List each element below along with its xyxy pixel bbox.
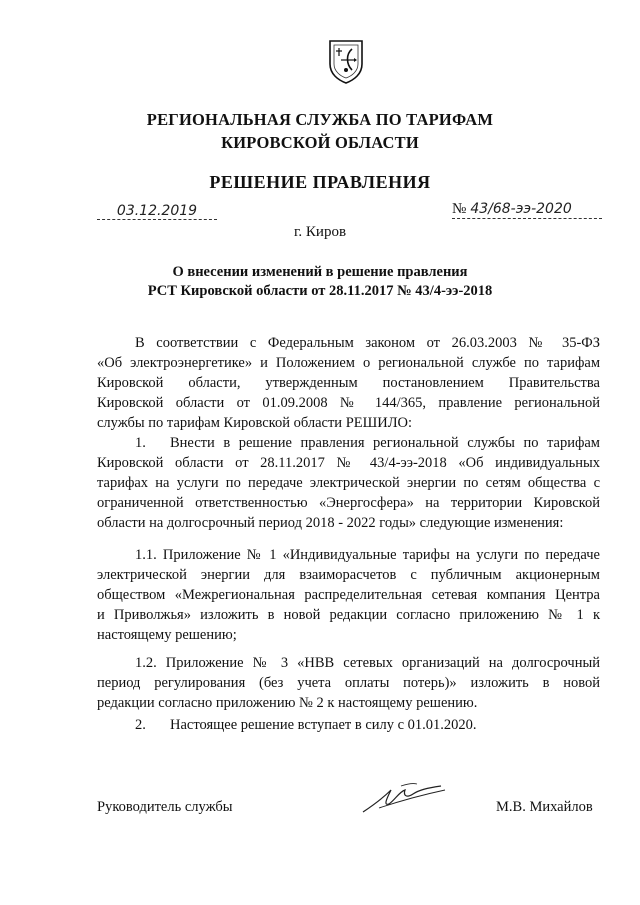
coat-of-arms-icon — [327, 38, 365, 84]
number-sign: № — [452, 201, 467, 217]
item-text: Внести в решение правления региональной службы по тарифам — [170, 435, 600, 451]
body-item-2 — [97, 715, 600, 735]
text-line: Кировской области, утвержденным постановлением Правительства — [97, 375, 600, 391]
text-line: и Приволжья» изложить в новой редакции согласно приложению № 1 к — [97, 607, 600, 623]
body-item-1 — [97, 433, 600, 533]
text-line: Кировской области от 01.09.2008 № 144/365, правление региональной — [97, 395, 600, 411]
body-paragraph-preamble — [97, 333, 600, 433]
org-name-line2: КИРОВСКОЙ ОБЛАСТИ — [221, 133, 419, 152]
text-line: электрической энергии для взаиморасчетов с публичным акционерным — [97, 567, 600, 583]
decision-title: РЕШЕНИЕ ПРАВЛЕНИЯ — [209, 172, 431, 192]
subject-line1: О внесении изменений в решение правления — [172, 264, 468, 280]
text-line: Кировской области от 28.11.2017 № 43/4-ээ-2018 «Об индивидуальных — [97, 455, 600, 471]
text-line: редакции согласно приложению № 2 к настоящему решению. — [97, 695, 478, 711]
decision-date: 03.12.2019 — [97, 203, 217, 220]
org-name-line1: РЕГИОНАЛЬНАЯ СЛУЖБА ПО ТАРИФАМ — [146, 110, 494, 129]
item-number: 1. — [135, 435, 146, 451]
text-line: службы по тарифам Кировской области РЕШИЛО: — [97, 415, 413, 431]
item-number: 2. — [135, 717, 146, 733]
decision-number: 43/68-ээ-2020 — [470, 201, 572, 217]
text-line: 1.1. Приложение № 1 «Индивидуальные тарифы на услуги по передаче — [135, 547, 600, 563]
text-line: настоящему решению; — [97, 627, 237, 643]
body-item-1-2 — [97, 653, 600, 713]
body-item-1-1 — [97, 545, 600, 645]
text-line: В соответствии с Федеральным законом от 26.03.2003 № 35-ФЗ — [135, 335, 600, 351]
text-line: обществом «Межрегиональная распределительная сетевая компания Центра — [97, 587, 600, 603]
text-line: «Об электроэнергетике» и Положением о региональной службе по тарифам — [97, 355, 600, 371]
text-line: области на долгосрочный период 2018 - 2022 годы» следующие изменения: — [97, 515, 564, 531]
handwritten-signature — [357, 778, 452, 818]
item-text: Настоящее решение вступает в силу с 01.01.2020. — [170, 717, 477, 733]
text-line — [97, 715, 600, 735]
text-line — [97, 433, 600, 453]
text-line: период регулирования (без учета оплаты потерь)» изложить в новой — [97, 675, 600, 691]
text-line: 1.2. Приложение № 3 «НВВ сетевых организаций на долгосрочный — [135, 655, 600, 671]
decision-number-field — [452, 200, 602, 219]
subject-line2: РСТ Кировской области от 28.11.2017 № 43/4-ээ-2018 — [147, 283, 493, 299]
text-line: ограниченной ответственностью «Энергосфера» на территории Кировской — [97, 495, 600, 511]
city: г. Киров — [293, 224, 347, 240]
signatory-position: Руководитель службы — [97, 799, 233, 815]
signatory-name: М.В. Михайлов — [496, 799, 593, 815]
text-line: тарифах на услуги по передаче электрической энергии по сетям общества с — [97, 475, 600, 491]
